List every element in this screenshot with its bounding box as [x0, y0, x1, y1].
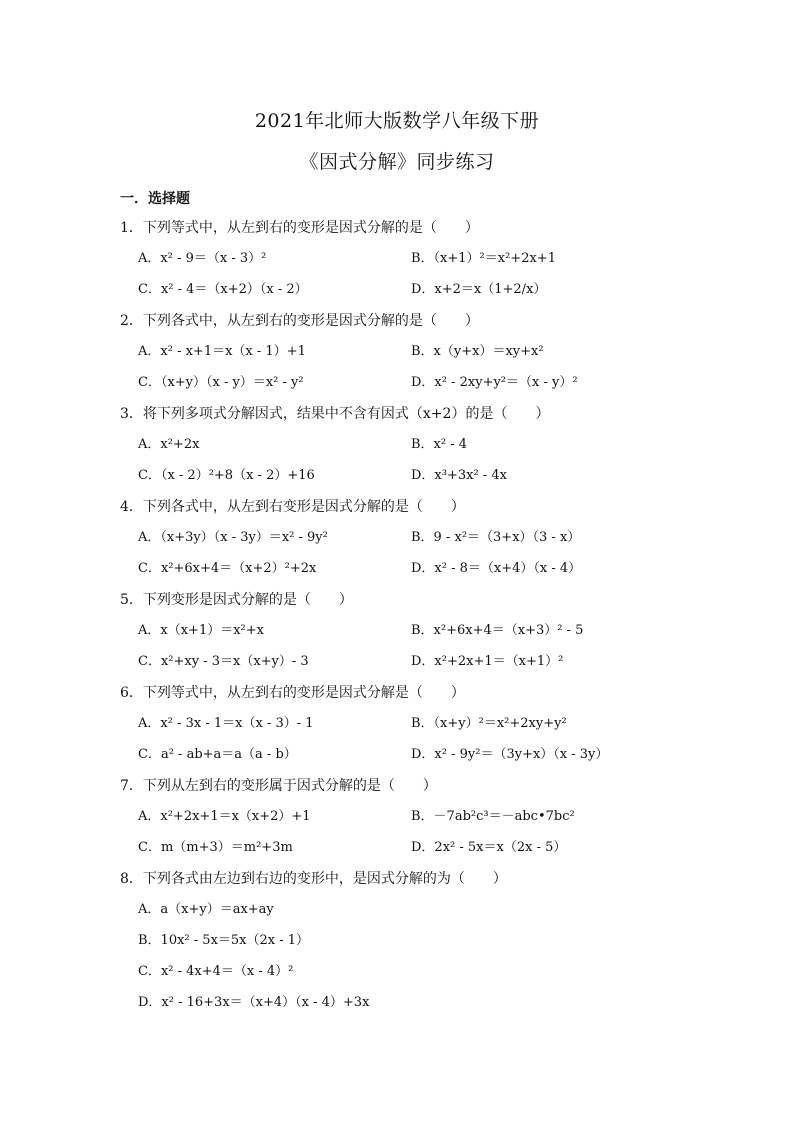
question-4-row-1	[120, 528, 740, 548]
document-title: 2021年北师大版数学八年级下册	[254, 110, 540, 132]
question-5-row-1	[120, 621, 740, 641]
question-5-option-b: B．x²+6x+4＝（x+3）² - 5	[411, 623, 584, 638]
question-2-option-b: B．x（y+x）＝xy+x²	[411, 344, 544, 359]
question-4-row-2	[120, 559, 740, 579]
question-7-option-a: A．x²+2x+1＝x（x+2）+1	[138, 809, 311, 824]
question-6-option-d: D．x² - 9y²＝（3y+x）（x - 3y）	[411, 747, 609, 762]
question-8-option-a: A．a（x+y）＝ax+ay	[138, 902, 274, 917]
question-7-option-d: D．2x² - 5x＝x（2x - 5）	[411, 840, 567, 855]
question-6-option-b: B．（x+y）²＝x²+2xy+y²	[411, 716, 567, 731]
question-7-row-1	[120, 807, 740, 827]
question-1-stem: 1．下列等式中，从左到右的变形是因式分解的是（ ）	[120, 220, 479, 236]
question-6-row-2	[120, 745, 740, 765]
document-subtitle: 《因式分解》同步练习	[299, 151, 495, 173]
question-7-row-2	[120, 838, 740, 858]
question-8-option-b: B．10x² - 5x＝5x（2x - 1）	[138, 933, 310, 948]
question-1-row-2	[120, 280, 740, 300]
question-1-option-c: C．x² - 4＝（x+2）（x - 2）	[138, 282, 308, 297]
question-8-option-d: D．x² - 16+3x＝（x+4）（x - 4）+3x	[138, 995, 370, 1010]
question-7-stem: 7．下列从左到右的变形属于因式分解的是（ ）	[120, 778, 437, 794]
question-5-row-2	[120, 652, 740, 672]
question-8-row-2	[120, 931, 740, 951]
question-6-stem: 6．下列等式中，从左到右的变形是因式分解是（ ）	[120, 685, 465, 701]
question-7-option-c: C．m（m+3）＝m²+3m	[138, 840, 293, 855]
question-4-stem: 4．下列各式中，从左到右变形是因式分解的是（ ）	[120, 499, 465, 515]
question-1-option-a: A．x² - 9＝（x - 3）²	[138, 251, 267, 266]
question-2-row-2	[120, 373, 740, 393]
question-4-option-d: D．x² - 8＝（x+4）（x - 4）	[411, 561, 582, 576]
question-3-option-d: D．x³+3x² - 4x	[411, 468, 507, 483]
question-7-option-b: B．－7ab²c³＝－abc•7bc²	[411, 809, 575, 824]
question-5-option-d: D．x²+2x+1＝（x+1）²	[411, 654, 564, 669]
question-2-stem: 2．下列各式中，从左到右的变形是因式分解的是（ ）	[120, 313, 479, 329]
question-3-stem: 3．将下列多项式分解因式，结果中不含有因式（x+2）的是（ ）	[120, 406, 550, 422]
question-4-option-c: C．x²+6x+4＝（x+2）²+2x	[138, 561, 317, 576]
question-2-option-c: C．（x+y）（x - y）＝x² - y²	[138, 375, 304, 390]
question-2-option-a: A．x² - x+1＝x（x - 1）+1	[138, 344, 306, 359]
question-3-row-2	[120, 466, 740, 486]
question-2-option-d: D．x² - 2xy+y²＝（x - y）²	[411, 375, 578, 390]
section-heading: 一．选择题	[120, 191, 190, 207]
question-8-row-1	[120, 900, 740, 920]
question-4-option-b: B．9 - x²＝（3+x）（3 - x）	[411, 530, 581, 545]
question-8-row-4	[120, 993, 740, 1013]
question-6-row-1	[120, 714, 740, 734]
question-8-row-3	[120, 962, 740, 982]
question-2-row-1	[120, 342, 740, 362]
question-list	[120, 218, 740, 1024]
question-3-row-1	[120, 435, 740, 455]
question-8-stem: 8．下列各式由左边到右边的变形中，是因式分解的为（ ）	[120, 871, 507, 887]
question-5-option-c: C．x²+xy - 3＝x（x+y）- 3	[138, 654, 309, 669]
question-3-option-c: C．（x - 2）²+8（x - 2）+16	[138, 468, 315, 483]
question-4-option-a: A．（x+3y）（x - 3y）＝x² - 9y²	[138, 530, 328, 545]
question-6-option-a: A．x² - 3x - 1＝x（x - 3）- 1	[138, 716, 314, 731]
question-8-option-c: C．x² - 4x+4＝（x - 4）²	[138, 964, 294, 979]
question-1-option-b: B．（x+1）²＝x²+2x+1	[411, 251, 556, 266]
question-3-option-a: A．x²+2x	[138, 437, 200, 452]
question-5-option-a: A．x（x+1）＝x²+x	[138, 623, 264, 638]
question-6-option-c: C．a² - ab+a＝a（a - b）	[138, 747, 297, 762]
question-5-stem: 5．下列变形是因式分解的是（ ）	[120, 592, 353, 608]
question-3-option-b: B．x² - 4	[411, 437, 468, 452]
question-1-row-1	[120, 249, 740, 269]
question-1-option-d: D．x+2＝x（1+2/x）	[411, 282, 547, 297]
